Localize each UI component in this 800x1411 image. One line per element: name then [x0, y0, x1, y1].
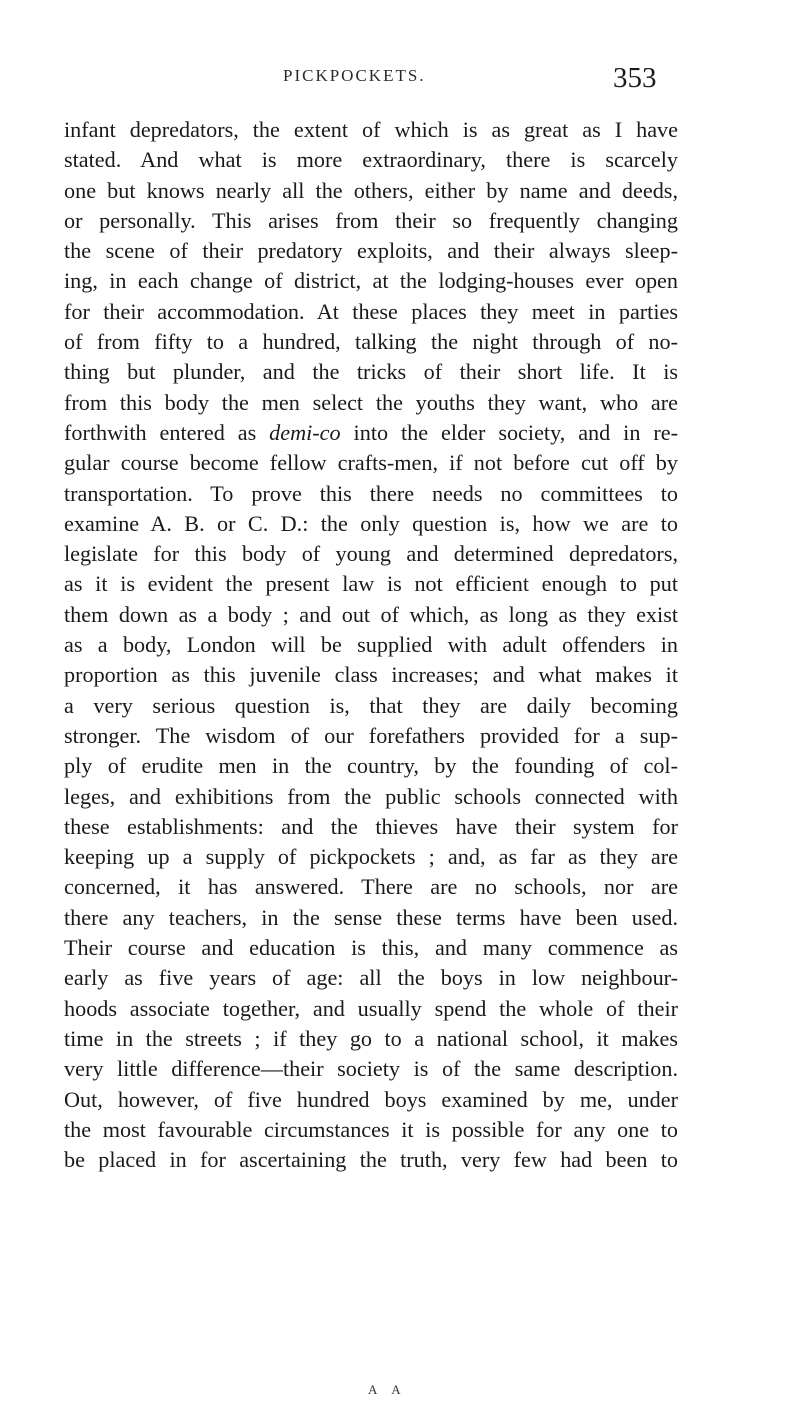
text-line: for their accommodation. At these places they meet in parties	[64, 298, 678, 324]
italic-term: demi-co	[269, 419, 341, 445]
text-line: legislate for this body of young and determined depredators,	[64, 541, 678, 567]
text-line: as a body, London will be supplied with adult offenders in	[64, 632, 678, 658]
text-line: or personally. This arises from their so frequently changing	[64, 207, 678, 233]
text-line: hoods associate together, and usually spend the whole of their	[64, 995, 678, 1021]
text-line: from this body the men select the youths they want, who are	[64, 389, 678, 415]
text-line: a very serious question is, that they are daily becoming	[64, 692, 678, 718]
text-line: keeping up a supply of pickpockets ; and, as far as they are	[64, 844, 678, 870]
text-line: ing, in each change of district, at the lodging-houses ever open	[64, 268, 678, 294]
text-line: them down as a body ; and out of which, as long as they exist	[64, 601, 678, 627]
text-line: leges, and exhibitions from the public schools connected with	[64, 783, 678, 809]
text-line: be placed in for ascertaining the truth, very few had been to	[64, 1147, 678, 1173]
page-number: 353	[613, 62, 657, 94]
text-line: of from fifty to a hundred, talking the night through of no-	[64, 329, 678, 355]
text-line: examine A. B. or C. D.: the only question is, how we are to	[64, 510, 678, 536]
text-line: stated. And what is more extraordinary, there is scarcely	[64, 147, 678, 173]
text-line: these establishments: and the thieves have their system for	[64, 813, 678, 839]
text-line: stronger. The wisdom of our forefathers provided for a sup-	[64, 722, 678, 748]
text-line: one but knows nearly all the others, either by name and deeds,	[64, 177, 678, 203]
text-line: the most favourable circumstances it is possible for any one to	[64, 1116, 678, 1142]
signature-mark: A A	[368, 1382, 407, 1397]
text-line: proportion as this juvenile class increases; and what makes it	[64, 662, 678, 688]
text-line: as it is evident the present law is not efficient enough to put	[64, 571, 678, 597]
text-line: forthwith entered as demi-co into the elder society, and in re-	[64, 419, 679, 445]
running-head	[0, 62, 800, 102]
text-line: thing but plunder, and the tricks of their short life. It is	[64, 359, 678, 385]
text-line: transportation. To prove this there needs no committees to	[64, 480, 678, 506]
text-line: gular course become fellow crafts-men, if not before cut off by	[64, 450, 678, 476]
body-text	[64, 115, 678, 1175]
text-line: infant depredators, the extent of which is as great as I have	[64, 117, 678, 142]
text-line: ply of erudite men in the country, by the founding of col-	[64, 753, 678, 779]
text-line: Out, however, of five hundred boys examined by me, under	[64, 1086, 678, 1112]
text-line: very little difference—their society is of the same description.	[64, 1056, 678, 1082]
text-line: early as five years of age: all the boys in low neighbour-	[64, 965, 678, 991]
text-line: time in the streets ; if they go to a national school, it makes	[64, 1025, 678, 1051]
text-line: Their course and education is this, and many commence as	[64, 935, 678, 961]
running-title: PICKPOCKETS.	[283, 66, 426, 85]
text-line: concerned, it has answered. There are no schools, nor are	[64, 874, 678, 900]
text-line: there any teachers, in the sense these terms have been used.	[64, 904, 678, 930]
text-line: the scene of their predatory exploits, and their always sleep-	[64, 238, 678, 264]
